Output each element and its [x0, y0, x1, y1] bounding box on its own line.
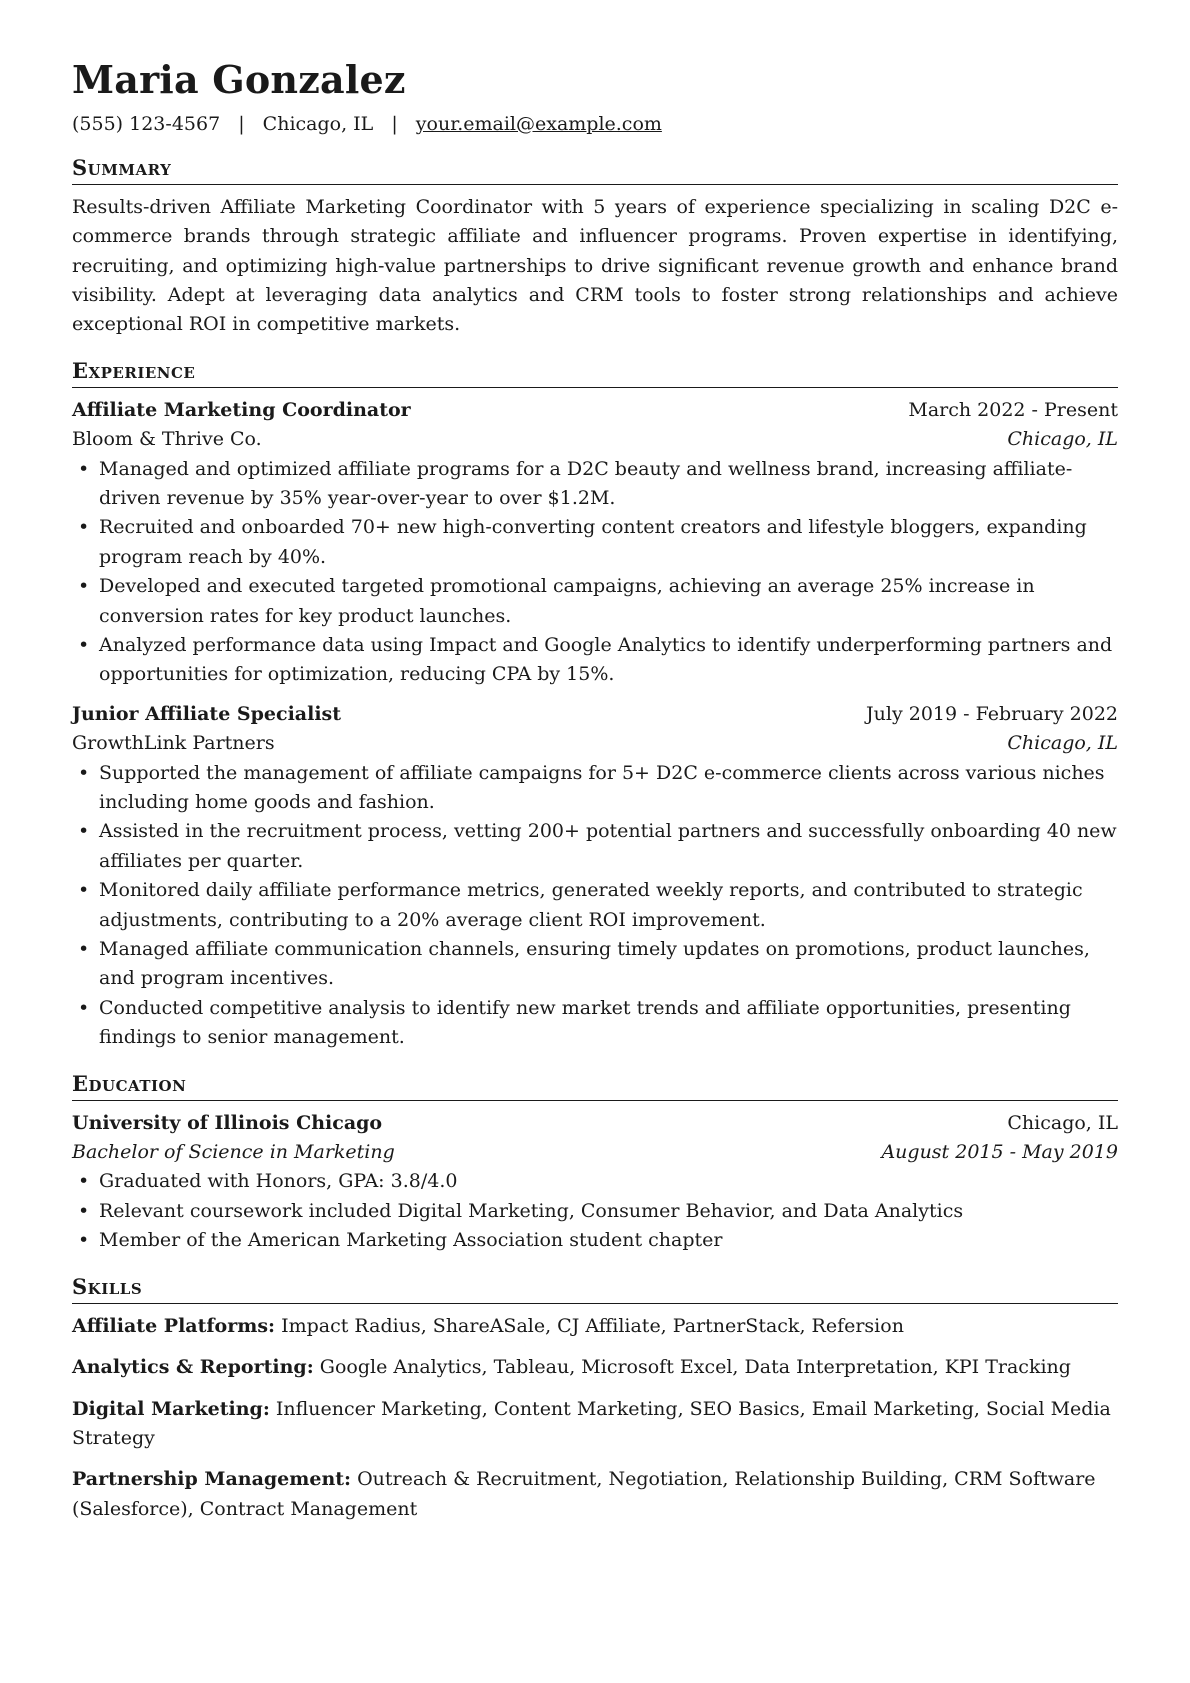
company-name: GrowthLink Partners	[72, 732, 275, 755]
job-header-row	[72, 396, 1118, 425]
education-bullet: • Member of the American Marketing Association student chapter	[72, 1226, 1118, 1255]
skill-group-label: Analytics & Reporting:	[72, 1356, 314, 1379]
skill-group	[72, 1465, 1118, 1524]
job-bullet: • Developed and executed targeted promotional campaigns, achieving an average 25% increase in conversion rates for key product launches.	[72, 572, 1118, 631]
contact-line	[72, 111, 1118, 137]
skill-group-label: Digital Marketing:	[72, 1397, 270, 1420]
job-bullet: • Conducted competitive analysis to identify new market trends and affiliate opportunities, presenting findings to senior management.	[72, 994, 1118, 1053]
job-bullet: • Monitored daily affiliate performance metrics, generated weekly reports, and contributed to strategic adjustments, contributing to a 20% average client ROI improvement.	[72, 876, 1118, 935]
job-bullet: • Supported the management of affiliate campaigns for 5+ D2C e-commerce clients across various niches including home goods and fashion.	[72, 759, 1118, 818]
skill-group-items: Influencer Marketing, Content Marketing, SEO Basics, Email Marketing, Social Media Strategy	[72, 1397, 1111, 1449]
job-header-row	[72, 700, 1118, 729]
phone-number: (555) 123-4567	[72, 112, 221, 135]
job-bullet-list	[72, 759, 1118, 1053]
summary-text: Results-driven Affiliate Marketing Coordinator with 5 years of experience specializing in scaling D2C e-commerce brands through strategic affiliate and influencer programs. Proven expertise in identifying, recruiting, and optimizing high-value partnerships to drive significant revenue growth and enhance brand visibility. Adept at leveraging data analytics and CRM tools to foster strong relationships and achieve exceptional ROI in competitive markets.	[72, 195, 1118, 336]
education-header-row	[72, 1109, 1118, 1138]
job-dates: March 2022 - Present	[908, 398, 1118, 421]
education-dates: August 2015 - May 2019	[881, 1141, 1118, 1164]
education-bullet-list	[72, 1167, 1118, 1255]
education-bullet: • Relevant coursework included Digital Marketing, Consumer Behavior, and Data Analytics	[72, 1197, 1118, 1226]
job-company-row	[72, 729, 1118, 758]
skill-group-items: Impact Radius, ShareASale, CJ Affiliate, PartnerStack, Refersion	[281, 1314, 904, 1337]
email-link[interactable]: your.email@example.com	[415, 112, 662, 135]
contact-separator: |	[238, 112, 245, 135]
education-degree-row	[72, 1138, 1118, 1167]
skill-group-label: Partnership Management:	[72, 1468, 352, 1491]
skill-group-label: Affiliate Platforms:	[72, 1314, 276, 1337]
skill-group	[72, 1312, 1118, 1341]
job-entry	[72, 700, 1118, 1053]
section-title-experience: Experience	[72, 358, 1118, 388]
job-bullet-list	[72, 455, 1118, 690]
education-entry	[72, 1109, 1118, 1256]
location-text: Chicago, IL	[262, 112, 374, 135]
school-name: University of Illinois Chicago	[72, 1111, 383, 1134]
job-title: Affiliate Marketing Coordinator	[72, 398, 411, 421]
job-location: Chicago, IL	[1007, 428, 1118, 451]
job-bullet: • Analyzed performance data using Impact and Google Analytics to identify underperforming partners and opportunities for optimization, reducing CPA by 15%.	[72, 631, 1118, 690]
skill-group-items: Outreach & Recruitment, Negotiation, Relationship Building, CRM Software (Salesforce), Contract Management	[72, 1468, 1096, 1520]
job-title: Junior Affiliate Specialist	[72, 702, 342, 725]
job-bullet: • Recruited and onboarded 70+ new high-converting content creators and lifestyle bloggers, expanding program reach by 40%.	[72, 513, 1118, 572]
section-title-skills: Skills	[72, 1274, 1118, 1304]
contact-separator: |	[391, 112, 398, 135]
company-name: Bloom & Thrive Co.	[72, 428, 262, 451]
job-bullet: • Managed and optimized affiliate programs for a D2C beauty and wellness brand, increasing affiliate-driven revenue by 35% year-over-year to over $1.2M.	[72, 455, 1118, 514]
job-entry	[72, 396, 1118, 690]
job-dates: July 2019 - February 2022	[866, 702, 1118, 725]
section-title-education: Education	[72, 1071, 1118, 1101]
degree-name: Bachelor of Science in Marketing	[72, 1141, 395, 1164]
school-location: Chicago, IL	[1007, 1111, 1118, 1134]
education-bullet: • Graduated with Honors, GPA: 3.8/4.0	[72, 1167, 1118, 1196]
candidate-name: Maria Gonzalez	[72, 57, 406, 102]
job-bullet: • Managed affiliate communication channels, ensuring timely updates on promotions, product launches, and program incentives.	[72, 935, 1118, 994]
job-bullet: • Assisted in the recruitment process, vetting 200+ potential partners and successfully onboarding 40 new affiliates per quarter.	[72, 817, 1118, 876]
job-company-row	[72, 425, 1118, 454]
section-title-summary: Summary	[72, 155, 1118, 185]
skill-group	[72, 1353, 1118, 1382]
skill-group-items: Google Analytics, Tableau, Microsoft Excel, Data Interpretation, KPI Tracking	[319, 1356, 1071, 1379]
job-location: Chicago, IL	[1007, 732, 1118, 755]
skill-group	[72, 1395, 1118, 1454]
